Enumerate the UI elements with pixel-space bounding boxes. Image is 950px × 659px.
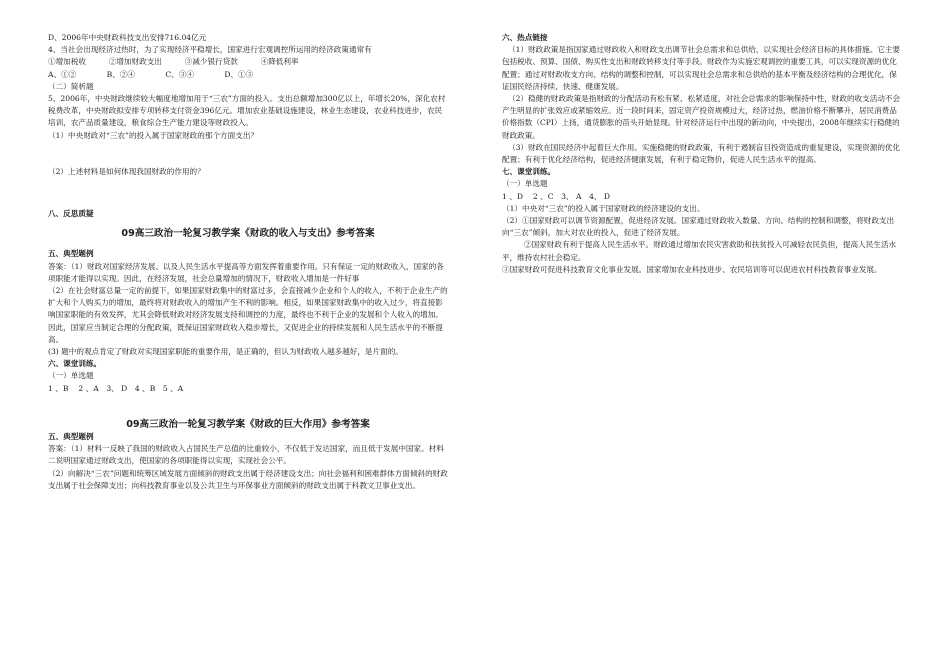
subsection-heading: （二）简析题: [48, 81, 94, 91]
answer-key: 1 、B 2 、A 3、 D 4 、B 5 、A: [48, 383, 184, 393]
answer-paragraph: （2）向解决“三农”问题和统筹区域发展方面倾斜的财政支出属于经济建设支出；向社会福利和困难群体方面倾斜的财政支出属于社会保障支出；向科技教育事业以及公共卫生与环保事业方面倾斜的财政支出属于科教文卫事业支出。: [48, 468, 448, 490]
answer-key: 1 、D 2 、C 3、 A 4、 D: [502, 191, 611, 201]
answer-paragraph: （1）中央对“三农”的投入属于国家财政的经济建设的支出。: [502, 203, 705, 213]
section-title: 09高三政治一轮复习教学案《财政的巨大作用》参考答案: [126, 418, 370, 430]
section-title: 09高三政治一轮复习教学案《财政的收入与支出》参考答案: [121, 228, 375, 240]
question-line: 4、当社会出现经济过热时，为了实现经济平稳增长，国家进行宏观调控所运用的经济政策通常有: [48, 45, 372, 55]
answer-paragraph: ③国家财政可促进科技教育文化事业发展。国家增加农业科技进步、农民培训等可以促进农村科技教育事业发展。: [502, 264, 882, 274]
question-line: D、2006年中央财政科技支出安排716.04亿元: [48, 33, 207, 42]
single-choice-label: （一）单选题: [48, 371, 94, 381]
answer-paragraph: （2）①国家财政可以调节资源配置，促进经济发展。国家通过财政收入数量、方向、结构的控制和调整，将财政支出向“三农”倾斜，加大对农业的投入，促进了经济发展。: [502, 216, 895, 238]
question-paragraph: 5、2006年，中央财政继续较大幅度地增加用于“三农”方面的投入。支出总额增加300亿以上，年增长20%，深化农村税费改革，中央财政拟安排专项转移支付资金396亿元。增加农业基础设施建设，林业生态建设，农业科技进步，农民培训，农产品质量建设，粮食综合生产能力建设等财政投入。: [48, 94, 446, 128]
typical-heading: 五、典型题例: [48, 432, 94, 442]
answer-paragraph: ②国家财政有利于提高人民生活水平。财政通过增加农民灾害救助和扶贫投入可减轻农民负担，提高人民生活水平，维持农村社会稳定。: [502, 240, 897, 262]
hotspot-paragraph: （2）稳健的财政政策是指财政的分配活动有松有紧、松紧适度，对社会总需求的影响保持中性，财政的收支活动不会产生明显的扩张效应或紧缩效应。近一段时间来，固定资产投资规模过大，经济过热，燃油价格不断攀升，居民消费品价格指数（CPI）上扬，通货膨胀的苗头开始显现。针对经济运行中出现的新动向，中央提出，2008年继续实行稳健的财政政策。: [502, 94, 901, 140]
answer-paragraph: (3) 题中的观点肯定了财政对实现国家职能的重要作用，是正确的，但认为财政收入越多越好，是片面的。: [48, 347, 403, 357]
reflection-heading: 八、反思质疑: [48, 209, 94, 219]
practice-heading: 七、课堂训练。: [502, 167, 556, 177]
single-choice-label: （一）单选题: [502, 179, 548, 189]
hotspot-paragraph: （3）财政在国民经济中起着巨大作用。实施稳健的财政政策，有利于遏制盲目投资造成的重复建设，实现资源的优化配置；有利于优化经济结构，促进经济健康发展，有利于稳定物价，促进人民生活水平的提高。: [502, 142, 901, 165]
answer-paragraph: （2）在社会财富总量一定的前提下，如果国家财政集中的财富过多，会直接减少企业和个人的收入，不利于企业生产的扩大和个人购买力的增加，最终将对财政收入的增加产生不利的影响。相反，如果国家财政集中的收入过少，将直接影响国家职能的有效发挥，尤其会降低财政对经济发展支持和调控的力度，最终也不利于企业的发展和个人收入的增加。因此，国家应当制定合理的分配政策，既保证国家财政收入稳步增长，又促进企业的持续发展和人民生活水平的不断提高。: [48, 286, 448, 344]
hotspot-paragraph: （1）财政政策是指国家通过财政收入和财政支出调节社会总需求和总供给，以实现社会经济目标的具体措施。它主要包括税收、预算、国债、购买性支出和财政转移支付等手段。财政作为实施宏观调控的重要工具，可以实现资源的优化配置；通过对财政收支方向、结构的调整和控制，可以实现社会总需求和总供给的基本平衡及经济结构的合理优化，保证国民经济持续、快速、健康发展。: [502, 45, 901, 91]
answer-paragraph: 答案：（1）材料一反映了我国的财政收入占国民生产总值的比重较小，不仅低于发达国家，而且低于发展中国家。材料二说明国家通过财政支出，使国家的各项职能得以实现，实现社会公平。: [48, 444, 444, 466]
question-line: （2）上述材料是如何体现我国财政的作用的？: [48, 166, 205, 176]
question-options: A、①② B、②④ C、③④ D、①③: [48, 69, 254, 79]
right-column: [502, 32, 904, 276]
question-line: （1）中央财政对“三农”的投入属于国家财政的那个方面支出？: [48, 130, 259, 140]
question-options: ①增加税收 ②增加财政支出 ③减少银行贷款 ④降低利率: [48, 57, 299, 67]
typical-heading: 五、典型题例: [48, 249, 94, 259]
answer-paragraph: 答案：（1）财政对国家经济发展、以及人民生活水平提高等方面发挥着重要作用。只有保证一定的财政收入，国家的各项职能才能得以实现。因此，在经济发展，社会总量增加的情况下，财政收入增加是一件好事: [48, 261, 444, 283]
practice-heading: 六、课堂训练。: [48, 359, 102, 369]
left-column: [48, 32, 448, 492]
hotspot-heading: 六、热点链接: [502, 33, 548, 42]
